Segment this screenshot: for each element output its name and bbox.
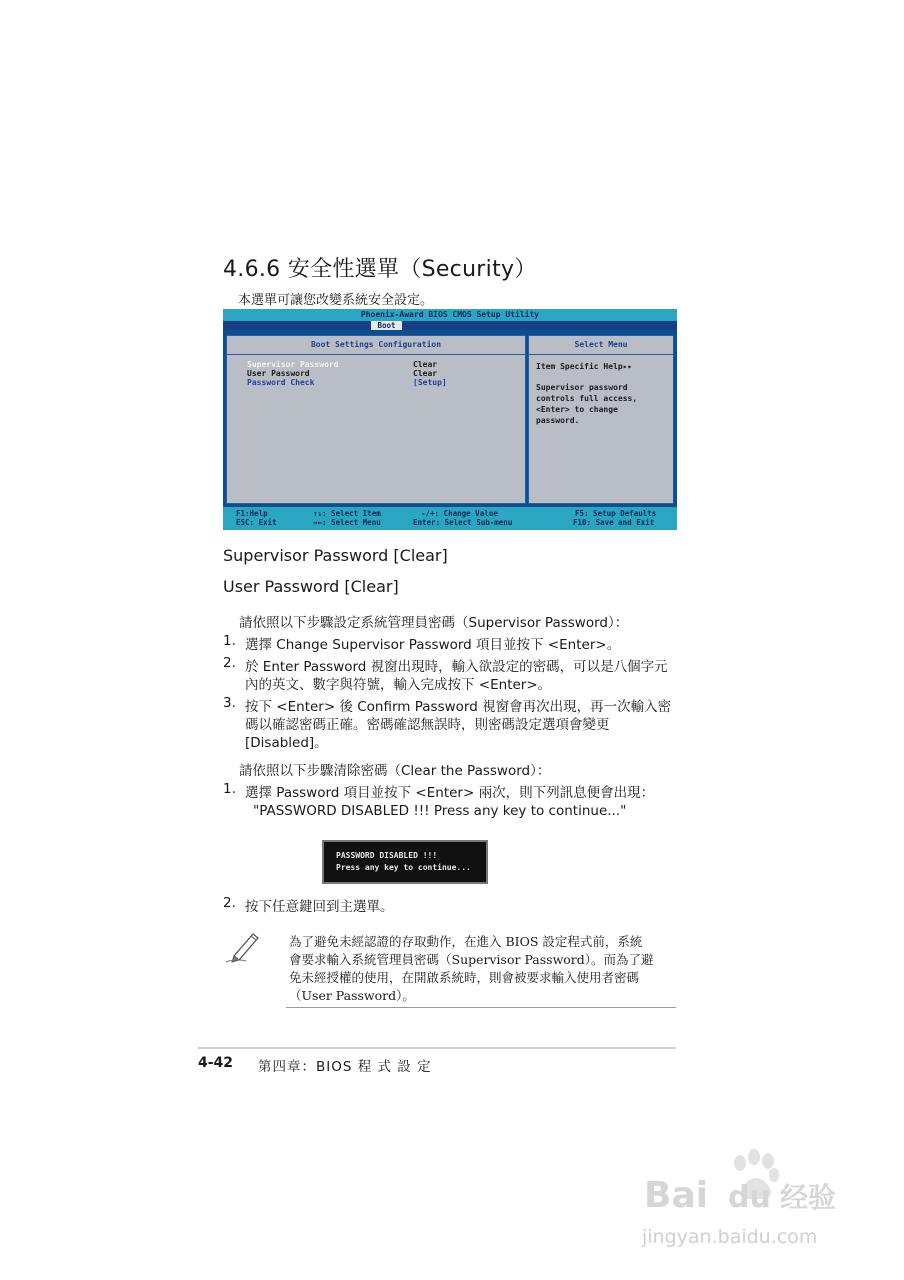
bios-help-title: Item Specific Help▸▸ <box>536 362 633 371</box>
clear-message: "PASSWORD DISABLED !!! Press any key to continue..." <box>253 803 627 819</box>
note-line: 免未經授權的使用，在開啟系統時，則會被要求輸入使用者密碼 <box>289 970 640 985</box>
steps-intro: 請依照以下步驟設定系統管理員密碼（Supervisor Password）： <box>239 615 629 631</box>
bios-help-line: controls full access, <box>536 394 638 403</box>
bios-title: Phoenix-Award BIOS CMOS Setup Utility <box>223 309 677 321</box>
bios-key-select-item: ↑↓: Select Item <box>313 509 381 518</box>
step-text: 選擇 Change Supervisor Password 項目並按下 <Enter>。 <box>245 637 621 653</box>
bios-help-line: password. <box>536 416 580 425</box>
bios-screenshot <box>223 309 677 530</box>
note-divider <box>286 1007 676 1008</box>
password-disabled-dialog <box>322 840 488 884</box>
step-number: 3. <box>223 695 236 711</box>
bios-tab-bar <box>223 321 677 330</box>
step-number: 1. <box>223 633 236 649</box>
bios-key-defaults: F5: Setup Defaults <box>575 509 657 518</box>
dialog-line: PASSWORD DISABLED !!! <box>336 851 438 860</box>
bios-key-enter: Enter: Select Sub-menu <box>413 518 513 527</box>
bios-item-value: Clear <box>413 360 438 369</box>
bios-key-save-exit: F10: Save and Exit <box>573 518 655 527</box>
step-text: 選擇 Password 項目並按下 <Enter> 兩次，則下列訊息便會出現： <box>245 785 655 801</box>
dialog-line: Press any key to continue... <box>336 863 471 872</box>
note-line: 為了避免未經認證的存取動作，在進入 BIOS 設定程式前，系統 <box>289 934 643 949</box>
bios-item-label: Password Check <box>247 378 315 387</box>
bios-key-change-value: -/+: Change Value <box>421 509 498 518</box>
bios-key-exit: ESC: Exit <box>236 518 277 527</box>
bios-tab-boot: Boot <box>371 321 402 330</box>
clear-intro: 請依照以下步驟清除密碼（Clear the Password）： <box>239 763 551 779</box>
step-text: 於 Enter Password 視窗出現時，輸入欲設定的密碼，可以是八個字元 <box>245 659 668 675</box>
bios-item-label: Supervisor Password <box>247 360 339 369</box>
section-title: 4.6.6 安全性選單（Security） <box>223 257 537 282</box>
svg-text:经验: 经验 <box>780 1181 837 1214</box>
note-line: 會要求輸入系統管理員密碼（Supervisor Password）。而為了避 <box>289 952 654 967</box>
bios-help-line: <Enter> to change <box>536 405 618 414</box>
step-number: 2. <box>223 895 236 911</box>
bios-main-panel <box>226 335 526 504</box>
step-text: [Disabled]。 <box>245 735 328 751</box>
pencil-icon <box>222 928 262 964</box>
bios-side-header: Select Menu <box>529 336 673 355</box>
heading-supervisor-password: Supervisor Password [Clear] <box>223 546 448 565</box>
step-text: 碼以確認密碼正確。密碼確認無誤時，則密碼設定選項會變更 <box>245 717 610 733</box>
bios-key-select-menu: →←: Select Menu <box>313 518 381 527</box>
svg-text:jingyan.baidu.com: jingyan.baidu.com <box>642 1226 818 1248</box>
bios-item-value: Clear <box>413 369 438 378</box>
bios-help-panel <box>528 335 674 504</box>
heading-user-password: User Password [Clear] <box>223 577 399 596</box>
bios-main-header: Boot Settings Configuration <box>227 336 525 355</box>
step-number: 1. <box>223 781 236 797</box>
bios-help-line: Supervisor password <box>536 383 628 392</box>
bios-key-help: F1:Help <box>236 509 268 518</box>
step-text: 按下 <Enter> 後 Confirm Password 視窗會再次出現，再一次輸入密 <box>245 699 672 715</box>
bios-footer <box>223 507 677 530</box>
chapter-title: 第四章：BIOS 程 式 設 定 <box>258 1059 432 1075</box>
intro-text: 本選單可讓您改變系統安全設定。 <box>238 293 434 308</box>
bios-item-label: User Password <box>247 369 310 378</box>
baidu-jingyan-watermark <box>640 1145 860 1255</box>
bios-item-value: [Setup] <box>413 378 447 387</box>
page-number: 4-42 <box>198 1055 234 1071</box>
step-number: 2. <box>223 655 236 671</box>
step-text: 內的英文、數字與符號，輸入完成按下 <Enter>。 <box>245 677 552 693</box>
footer-divider <box>198 1047 676 1049</box>
step-text: 按下任意鍵回到主選單。 <box>245 899 394 915</box>
svg-text:du: du <box>728 1180 771 1215</box>
note-line: （User Password）。 <box>289 988 415 1003</box>
svg-text:Bai: Bai <box>644 1175 709 1216</box>
